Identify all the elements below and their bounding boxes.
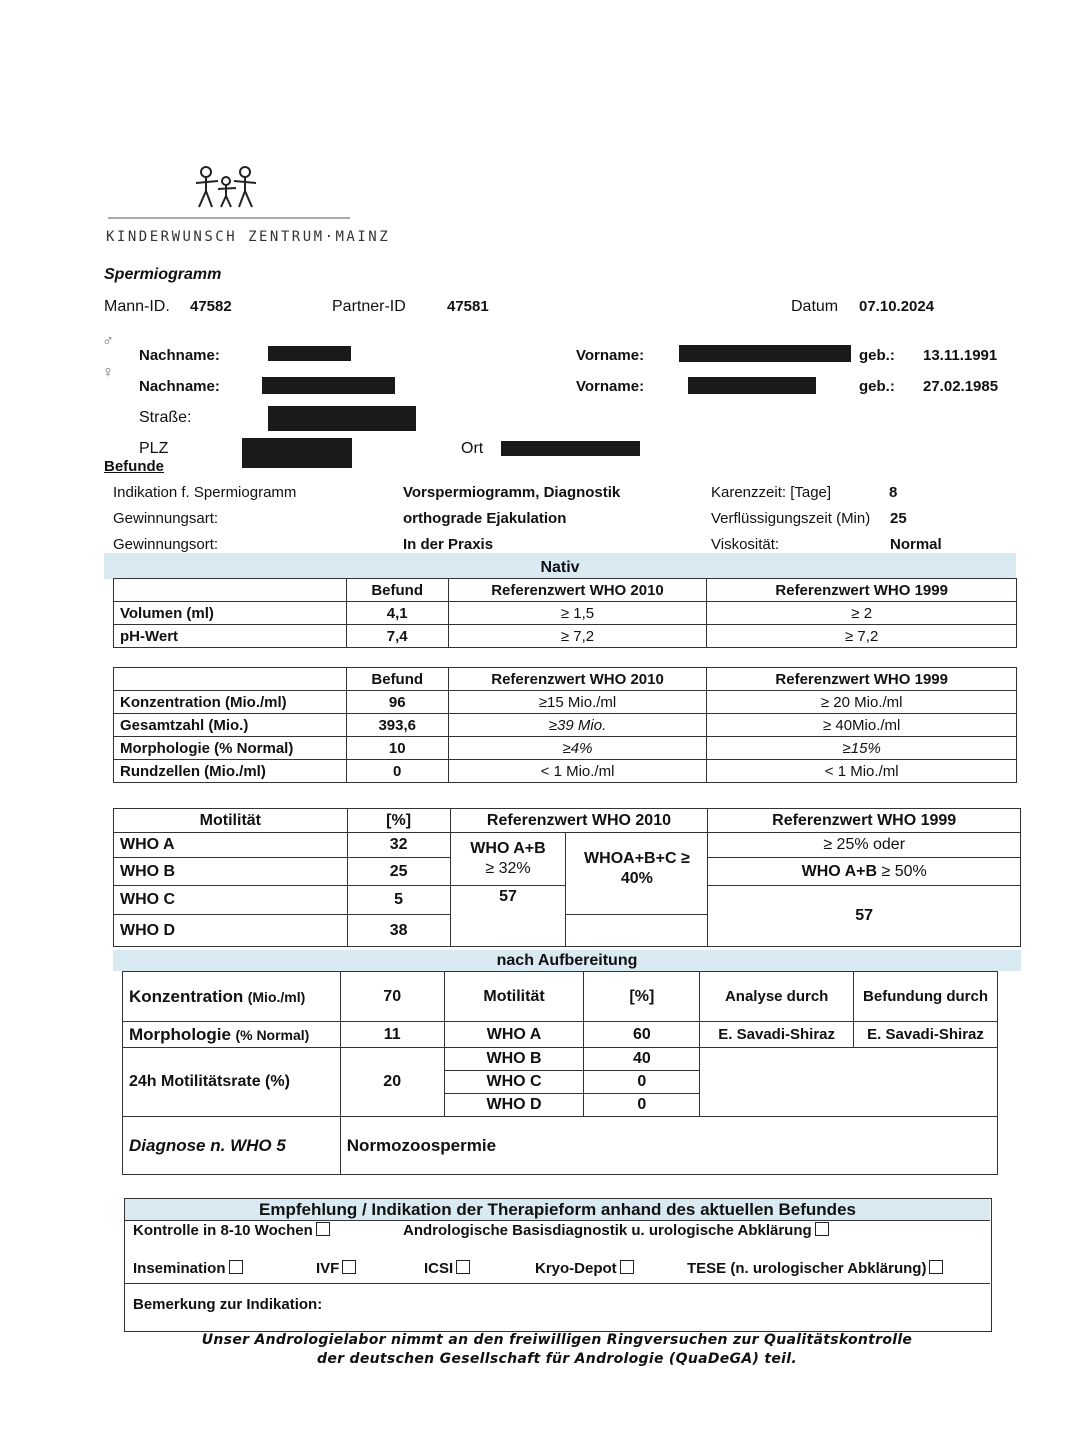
- verfl-label: Verflüssigungszeit (Min): [711, 510, 871, 527]
- motil-1999-value: 57: [708, 886, 1021, 947]
- nativ-title: Nativ: [540, 559, 580, 576]
- kontrolle-label: Kontrolle in 8-10 Wochen: [133, 1222, 313, 1239]
- morph-unit: (% Normal): [235, 1026, 310, 1043]
- row-value: 0: [346, 760, 448, 783]
- indikation-label: Indikation f. Spermiogramm: [113, 484, 297, 501]
- gewinnungsort-value: In der Praxis: [403, 536, 494, 553]
- row-who1999: ≥ 2: [707, 602, 1017, 625]
- motil-1999-line1: ≥ 25% oder: [708, 833, 1021, 858]
- bemerkung-label: Bemerkung zur Indikation:: [133, 1296, 323, 1313]
- motil-h-who2010: Referenzwert WHO 2010: [450, 809, 708, 833]
- row-label: Morphologie (% Normal): [114, 737, 347, 760]
- kontrolle-checkbox[interactable]: [316, 1222, 330, 1236]
- col-befund: Befund: [346, 579, 448, 602]
- aufb-who-value: 0: [584, 1071, 700, 1094]
- kryo-label: Kryo-Depot: [535, 1260, 617, 1277]
- motil-h-pct: [%]: [347, 809, 450, 833]
- row-value: 7,4: [346, 625, 448, 648]
- karenz-value: 8: [889, 484, 898, 501]
- karenz-label: Karenzzeit: [Tage]: [711, 484, 832, 501]
- female-symbol: ♀: [102, 364, 114, 381]
- female-vorname-label: Vorname:: [576, 378, 645, 395]
- row-value: 10: [346, 737, 448, 760]
- motil-ab-ref: ≥ 32%: [485, 860, 531, 877]
- motil-ab-label: WHO A+B: [470, 840, 546, 857]
- gewinnungsart-value: orthograde Ejakulation: [403, 510, 567, 527]
- motil-ab-value: 57: [450, 886, 566, 947]
- row-value: 4,1: [346, 602, 448, 625]
- redacted-plz: [242, 438, 352, 468]
- ivf-option[interactable]: [316, 1260, 356, 1277]
- redacted-female-surname: [262, 377, 395, 394]
- gewinnungsort-label: Gewinnungsort:: [113, 536, 219, 553]
- row-who2010: < 1 Mio./ml: [448, 760, 707, 783]
- motil-row-value: 32: [347, 833, 450, 858]
- male-geb-label: geb.:: [859, 347, 895, 364]
- motil-row-value: 5: [347, 886, 450, 915]
- verfl-value: 25: [890, 510, 907, 527]
- mann-id-label: Mann-ID.: [104, 298, 170, 315]
- strasse-label: Straße:: [139, 409, 192, 426]
- rate-label: 24h Motilitätsrate (%): [123, 1048, 341, 1117]
- ort-label: Ort: [461, 440, 484, 457]
- male-geb-value: 13.11.1991: [923, 347, 998, 364]
- aufb-who-value: 0: [584, 1094, 700, 1117]
- female-geb-label: geb.:: [859, 378, 895, 395]
- redacted-male-surname: [268, 346, 351, 361]
- ivf-checkbox[interactable]: [342, 1260, 356, 1274]
- diag-value: Normozoospermie: [340, 1117, 997, 1175]
- male-symbol: ♂: [102, 333, 114, 350]
- redacted-male-firstname: [679, 345, 851, 362]
- motil-row-value: 25: [347, 858, 450, 886]
- morph-label: Morphologie: [129, 1024, 231, 1044]
- andro-option[interactable]: [403, 1222, 829, 1239]
- analyse-name: E. Savadi-Shiraz: [700, 1022, 854, 1048]
- male-vorname-label: Vorname:: [576, 347, 645, 364]
- visk-label: Viskosität:: [711, 536, 780, 553]
- aufb-who-value: 60: [584, 1022, 700, 1048]
- diag-label: Diagnose n. WHO 5: [123, 1117, 341, 1175]
- morph-value: 11: [340, 1022, 444, 1048]
- kryo-checkbox[interactable]: [620, 1260, 634, 1274]
- row-who2010: ≥4%: [448, 737, 707, 760]
- partner-id-value: 47581: [447, 298, 489, 315]
- col-befund: Befund: [346, 668, 448, 691]
- female-geb-value: 27.02.1985: [923, 378, 999, 395]
- row-who1999: ≥15%: [707, 737, 1017, 760]
- insem-option[interactable]: [133, 1260, 243, 1277]
- indikation-value: Vorspermiogramm, Diagnostik: [403, 484, 621, 501]
- rate-value: 20: [340, 1048, 444, 1117]
- tese-checkbox[interactable]: [929, 1260, 943, 1274]
- motil-row-label: WHO B: [114, 858, 348, 886]
- row-label: Konzentration (Mio./ml): [114, 691, 347, 714]
- row-who2010: ≥39 Mio.: [448, 714, 707, 737]
- bemerkung-divider: [125, 1283, 990, 1284]
- gewinnungsart-label: Gewinnungsart:: [113, 510, 219, 527]
- insem-label: Insemination: [133, 1260, 226, 1277]
- motility-table: [113, 808, 1021, 947]
- analyse-h: Analyse durch: [700, 972, 854, 1022]
- footer-line1: Unser Andrologielabor nimmt an den freiwilligen Ringversuchen zur Qualitätskontrolle: [201, 1332, 913, 1348]
- row-label: pH-Wert: [114, 625, 347, 648]
- befundung-h: Befundung durch: [854, 972, 998, 1022]
- konz-value: 70: [340, 972, 444, 1022]
- icsi-label: ICSI: [424, 1260, 454, 1277]
- footer-line2: der deutschen Gesellschaft für Andrologie (QuaDeGA) teil.: [317, 1351, 797, 1367]
- empfehlung-divider: [125, 1220, 990, 1221]
- aufb-motil-h: Motilität: [444, 972, 584, 1022]
- row-who1999: ≥ 40Mio./ml: [707, 714, 1017, 737]
- logo-divider: [108, 217, 350, 219]
- icsi-option[interactable]: [424, 1260, 470, 1277]
- aufb-who-label: WHO B: [444, 1048, 584, 1071]
- motil-h-label: Motilität: [114, 809, 348, 833]
- clinic-logo-figures: [190, 163, 262, 211]
- motil-1999-line2: WHO A+B ≥ 50%: [708, 858, 1021, 886]
- aufb-who-value: 40: [584, 1048, 700, 1071]
- tese-label: TESE (n. urologischer Abklärung): [687, 1260, 927, 1277]
- partner-id-label: Partner-ID: [332, 298, 406, 315]
- col-who2010: Referenzwert WHO 2010: [448, 668, 707, 691]
- aufb-who-label: WHO A: [444, 1022, 584, 1048]
- empfehlung-title: Empfehlung / Indikation der Therapieform anhand des aktuellen Befundes: [259, 1200, 856, 1219]
- row-who2010: ≥15 Mio./ml: [448, 691, 707, 714]
- row-value: 393,6: [346, 714, 448, 737]
- row-value: 96: [346, 691, 448, 714]
- redacted-street: [268, 406, 416, 431]
- motil-row-label: WHO C: [114, 886, 348, 915]
- aufbereitung-table: [122, 971, 998, 1175]
- doc-title: Spermiogramm: [104, 266, 222, 283]
- aufbereitung-title: nach Aufbereitung: [496, 952, 638, 969]
- male-nachname-label: Nachname:: [139, 347, 220, 364]
- clinic-name: KINDERWUNSCH ZENTRUM·MAINZ: [106, 229, 391, 245]
- redacted-female-firstname: [688, 377, 816, 394]
- col-who2010: Referenzwert WHO 2010: [448, 579, 707, 602]
- motil-row-value: 38: [347, 915, 450, 947]
- kryo-option[interactable]: [535, 1260, 634, 1277]
- befundung-name: E. Savadi-Shiraz: [854, 1022, 998, 1048]
- tese-option[interactable]: [687, 1260, 943, 1277]
- row-who1999: ≥ 20 Mio./ml: [707, 691, 1017, 714]
- datum-value: 07.10.2024: [859, 298, 935, 315]
- row-label: Rundzellen (Mio./ml): [114, 760, 347, 783]
- befunde-heading: Befunde: [104, 458, 164, 475]
- icsi-checkbox[interactable]: [456, 1260, 470, 1274]
- aufb-who-label: WHO D: [444, 1094, 584, 1117]
- row-label: Volumen (ml): [114, 602, 347, 625]
- col-who1999: Referenzwert WHO 1999: [707, 668, 1017, 691]
- mann-id-value: 47582: [190, 298, 232, 315]
- motil-row-label: WHO A: [114, 833, 348, 858]
- female-nachname-label: Nachname:: [139, 378, 220, 395]
- andro-label: Andrologische Basisdiagnostik u. urologische Abklärung: [403, 1222, 812, 1239]
- nativ-table-counts: [113, 667, 1017, 783]
- motil-abc-ref: WHOA+B+C ≥ 40%: [566, 833, 708, 915]
- visk-value: Normal: [890, 536, 942, 553]
- ivf-label: IVF: [316, 1260, 340, 1277]
- konz-label: Konzentration: [129, 986, 244, 1006]
- row-who1999: < 1 Mio./ml: [707, 760, 1017, 783]
- konz-unit: (Mio./ml): [247, 988, 306, 1005]
- kontrolle-option[interactable]: [133, 1222, 330, 1239]
- andro-checkbox[interactable]: [815, 1222, 829, 1236]
- row-who2010: ≥ 1,5: [448, 602, 707, 625]
- datum-label: Datum: [791, 298, 839, 315]
- col-who1999: Referenzwert WHO 1999: [707, 579, 1017, 602]
- redacted-city: [501, 441, 640, 456]
- row-label: Gesamtzahl (Mio.): [114, 714, 347, 737]
- nativ-table-basic: [113, 578, 1017, 648]
- motil-h-who1999: Referenzwert WHO 1999: [708, 809, 1021, 833]
- row-who2010: ≥ 7,2: [448, 625, 707, 648]
- insem-checkbox[interactable]: [229, 1260, 243, 1274]
- motil-row-label: WHO D: [114, 915, 348, 947]
- row-who1999: ≥ 7,2: [707, 625, 1017, 648]
- aufb-who-label: WHO C: [444, 1071, 584, 1094]
- plz-label: PLZ: [139, 440, 169, 457]
- aufb-pct-h: [%]: [584, 972, 700, 1022]
